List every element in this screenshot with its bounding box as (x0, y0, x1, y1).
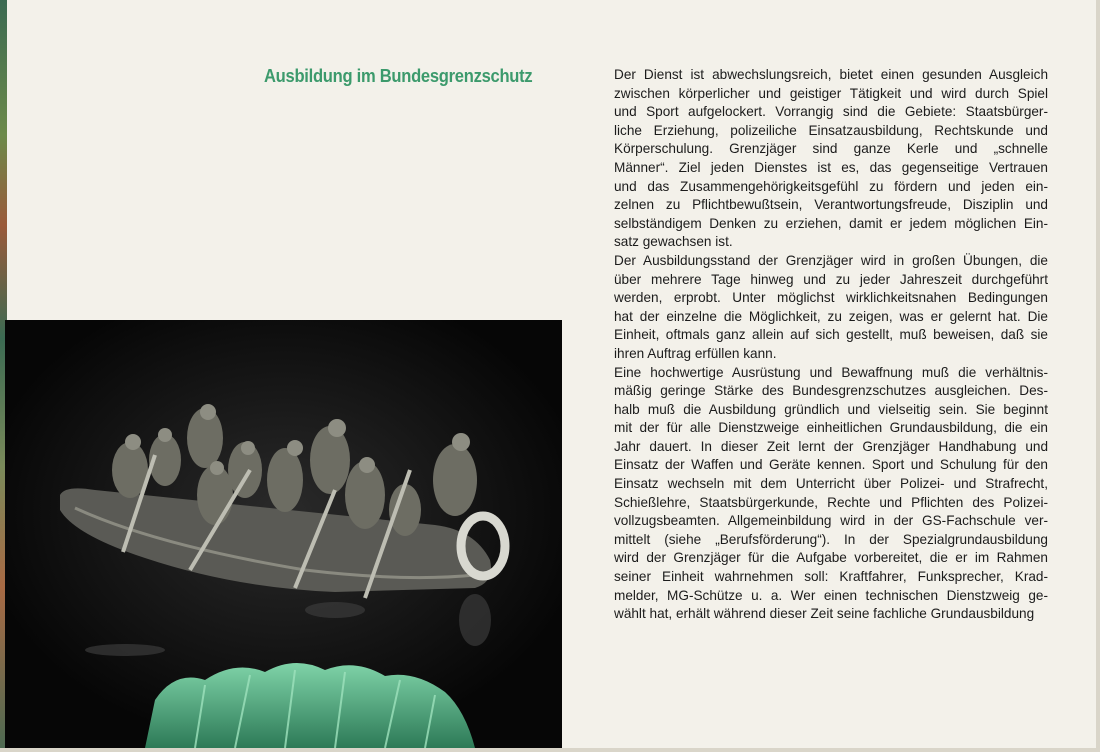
text-line: Schießlehre, Staatsbürgerkunde, Rechte und Pflichten des Polizei- (614, 494, 1048, 510)
text-line: Jahr dauert. In dieser Zeit lernt der Grenzjäger Handhabung und (614, 438, 1048, 454)
text-line: mittelt (siehe „Berufsförderung“). In der Spezialgrundausbildung (614, 531, 1048, 547)
text-line: mäßig geringe Stärke des Bundesgrenzschutzes ausgleichen. Des- (614, 383, 1048, 399)
text-line: und Sport aufgelockert. Vorrangig sind die Gebiete: Staatsbürger- (614, 104, 1048, 120)
text-line: zwischen körperlicher und geistiger Tätigkeit und wird durch Spiel (614, 85, 1048, 101)
text-line: ihren Auftrag erfüllen kann. (614, 345, 777, 361)
text-line: über mehrere Tage hinweg und zu jeder Jahreszeit durchgeführt (614, 271, 1048, 287)
text-line: Eine hochwertige Ausrüstung und Bewaffnung muß die verhältnis- (614, 364, 1048, 380)
text-line: Körperschulung. Grenzjäger sind ganze Kerle und „schnelle (614, 141, 1048, 157)
text-line: Einheit, oftmals ganz allein auf sich gestellt, muß beweisen, daß sie (614, 327, 1048, 343)
text-line: vollzugsbeamten. Allgemeinbildung wird in der GS-Fachschule ver- (614, 513, 1048, 529)
body-text (614, 66, 1048, 624)
text-line: Einsatz der Waffen und Geräte kennen. Sport und Schulung für den (614, 457, 1048, 473)
night-boat-photo (5, 320, 562, 748)
text-line: werden, erprobt. Unter möglichst wirklichkeitsnahen Bedingungen (614, 290, 1048, 306)
text-line: satz gewachsen ist. (614, 234, 733, 250)
text-line: Der Ausbildungsstand der Grenzjäger wird in großen Übungen, die (614, 252, 1048, 268)
text-line: halb muß die Ausbildung gründlich und vielseitig sein. Sie beginnt (614, 401, 1048, 417)
text-line: liche Erziehung, polizeiliche Einsatzausbildung, Rechtskunde und (614, 122, 1048, 138)
page-bottom-edge (0, 748, 1100, 752)
text-line: seiner Einheit wahrnehmen soll: Kraftfahrer, Funksprecher, Krad- (614, 569, 1048, 585)
text-line: wählt hat, erhält während dieser Zeit seine fachliche Grundausbildung (614, 606, 1035, 622)
text-line: selbständigem Denken zu erziehen, damit er jedem möglichen Ein- (614, 215, 1048, 231)
text-line: wird der Grenzjäger für die Aufgabe vorbereitet, die er im Rahmen (614, 550, 1048, 566)
text-line: mit der für alle Dienstzweige einheitlichen Grundausbildung, die ein (614, 420, 1048, 436)
section-heading: Ausbildung im Bundesgrenzschutz (264, 66, 533, 86)
text-line: Der Dienst ist abwechslungsreich, bietet einen gesunden Ausgleich (614, 67, 1048, 82)
text-line: melder, MG-Schütze u. a. Wer einen technischen Dienstzweig ge- (614, 587, 1048, 603)
text-line: hat der einzelne die Möglichkeit, zu zeigen, was er gelernt hat. Die (614, 308, 1048, 324)
text-line: Einsatz wechseln mit dem Unterricht über Polizei- und Strafrecht, (614, 476, 1048, 492)
text-line: und das Zusammengehörigkeitsgefühl zu fördern und jeden ein- (614, 178, 1048, 194)
text-line: zelnen zu Pflichtbewußtsein, Verantwortungsfreude, Disziplin und (614, 197, 1048, 213)
soldiers-in-inflatable-boat-photo (5, 320, 562, 748)
text-line: Männer“. Ziel jeden Dienstes ist es, das gegenseitige Vertrauen (614, 159, 1048, 175)
page-right-edge (1096, 0, 1100, 752)
